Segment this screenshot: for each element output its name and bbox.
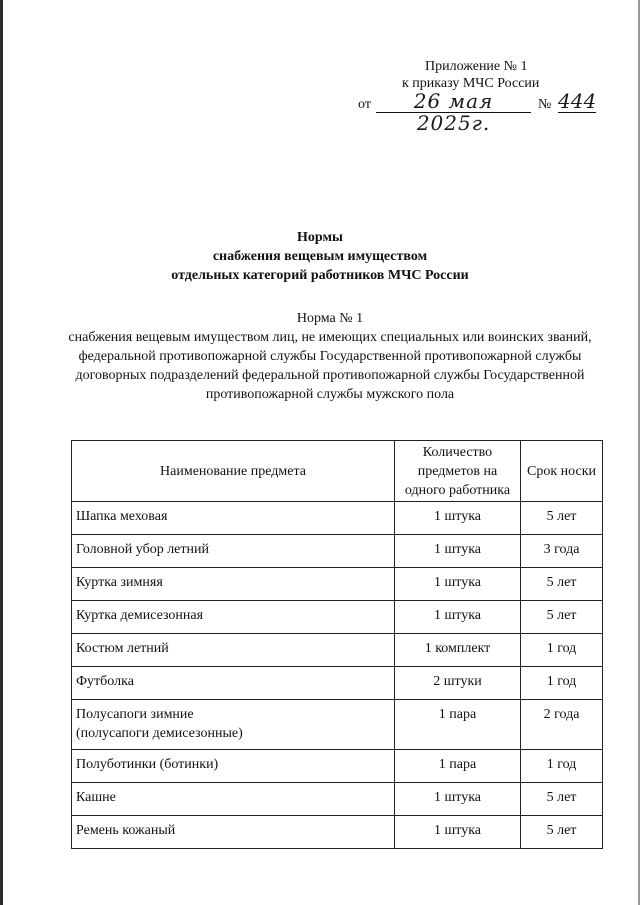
item-quantity: 1 штука [395, 816, 521, 849]
item-term: 1 год [521, 750, 603, 783]
item-quantity: 1 штука [395, 568, 521, 601]
table-row [72, 568, 603, 601]
item-quantity: 1 штука [395, 783, 521, 816]
table-row [72, 601, 603, 634]
item-quantity: 1 штука [395, 502, 521, 535]
table-row [72, 667, 603, 700]
item-name: Кашне [72, 783, 395, 816]
item-name: Ремень кожаный [72, 816, 395, 849]
table-row [72, 816, 603, 849]
header-quantity: Количество предметов на одного работника [395, 441, 521, 502]
title-line-3: отдельных категорий работников МЧС России [171, 268, 469, 283]
table-header-row [72, 441, 603, 502]
table-row [72, 750, 603, 783]
item-term: 1 год [521, 667, 603, 700]
date-prefix: от [358, 97, 371, 112]
appendix-order-ref: к приказу МЧС России [402, 76, 540, 91]
item-quantity: 1 пара [395, 700, 521, 750]
scan-edge-left [0, 0, 3, 905]
item-quantity: 1 штука [395, 535, 521, 568]
number-sign: № [538, 97, 552, 112]
item-term: 2 года [521, 700, 603, 750]
table-row [72, 700, 603, 750]
title-line-2: снабжения вещевым имуществом [212, 249, 428, 264]
header-item-name: Наименование предмета [72, 441, 395, 502]
header-wear-term: Срок носки [521, 441, 603, 502]
table-row [72, 634, 603, 667]
item-name [72, 700, 395, 750]
title-line-1: Нормы [297, 230, 343, 245]
item-name: Головной убор летний [72, 535, 395, 568]
norm-heading: Норма № 1 [296, 311, 364, 326]
handwritten-order-number: 444 [558, 89, 597, 113]
item-quantity: 1 комплект [395, 634, 521, 667]
item-name: Полуботинки (ботинки) [72, 750, 395, 783]
table-row [72, 783, 603, 816]
item-quantity: 1 пара [395, 750, 521, 783]
norm-subtitle [60, 309, 600, 404]
norm-description: снабжения вещевым имуществом лиц, не имеющих специальных или воинских званий, федеральной противопожарной службы Государственной противопожарной службы договорных подразделений федеральной противопожарной службы Государственной противопожарной службы мужского пола [68, 330, 592, 402]
item-name: Шапка меховая [72, 502, 395, 535]
appendix-date-line [350, 89, 610, 135]
item-name-line-1: Полусапоги зимние [76, 707, 194, 722]
item-term: 5 лет [521, 502, 603, 535]
table-row [72, 502, 603, 535]
item-term: 3 года [521, 535, 603, 568]
item-quantity: 2 штуки [395, 667, 521, 700]
item-term: 5 лет [521, 783, 603, 816]
item-name: Куртка зимняя [72, 568, 395, 601]
item-name-line-2: (полусапоги демисезонные) [76, 726, 243, 741]
appendix-header [350, 58, 610, 135]
handwritten-date: 26 мая 2025г. [376, 90, 531, 113]
item-name: Костюм летний [72, 634, 395, 667]
item-term: 5 лет [521, 816, 603, 849]
item-name: Куртка демисезонная [72, 601, 395, 634]
item-term: 5 лет [521, 601, 603, 634]
item-term: 1 год [521, 634, 603, 667]
norms-table [71, 440, 603, 849]
appendix-title: Приложение № 1 [425, 59, 528, 74]
item-quantity: 1 штука [395, 601, 521, 634]
item-term: 5 лет [521, 568, 603, 601]
table-row [72, 535, 603, 568]
item-name: Футболка [72, 667, 395, 700]
document-title [0, 228, 640, 285]
